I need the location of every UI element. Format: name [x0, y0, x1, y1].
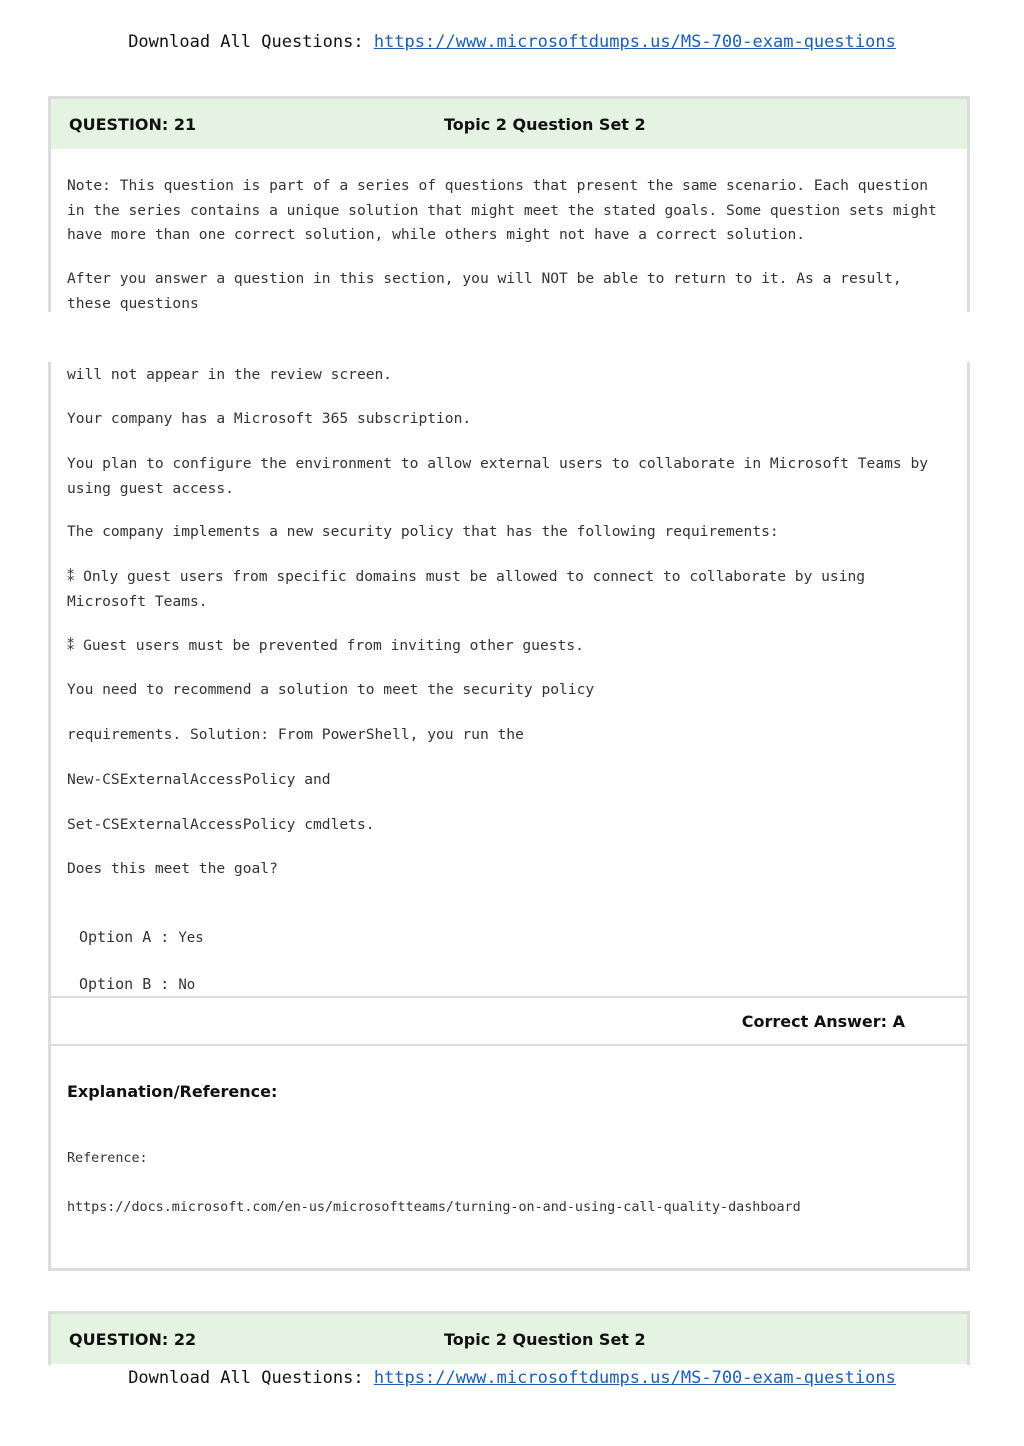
question-21-card-bottom	[48, 362, 970, 1271]
download-link[interactable]: https://www.microsoftdumps.us/MS-700-exam-questions	[373, 1368, 896, 1388]
question-number: QUESTION: 22	[69, 1330, 197, 1349]
option-a-value: Yes	[178, 930, 204, 946]
option-b-value: No	[178, 977, 196, 993]
question-cmd-1: New-CSExternalAccessPolicy and	[67, 771, 331, 788]
explanation-title: Explanation/Reference:	[67, 1082, 278, 1101]
question-plan: You plan to configure the environment to allow external users to collaborate in Microsoft Teams by using guest access.	[67, 455, 929, 497]
download-label: Download All Questions:	[128, 32, 374, 52]
question-21-header	[51, 99, 967, 149]
reference-label: Reference:	[67, 1151, 148, 1166]
reference-url: https://docs.microsoft.com/en-us/microsoftteams/turning-on-and-using-call-quality-dashboard	[67, 1200, 801, 1215]
option-b[interactable]	[79, 975, 195, 993]
download-all-footer	[0, 1368, 1024, 1388]
question-22-card	[48, 1311, 970, 1365]
question-policy: The company implements a new security policy that has the following requirements:	[67, 523, 779, 540]
question-22-header	[51, 1314, 967, 1364]
question-goal: Does this meet the goal?	[67, 860, 278, 877]
question-solution: requirements. Solution: From PowerShell, you run the	[67, 726, 524, 743]
correct-answer-row	[51, 996, 967, 1046]
question-topic: Topic 2 Question Set 2	[444, 115, 646, 134]
question-topic: Topic 2 Question Set 2	[444, 1330, 646, 1349]
download-label: Download All Questions:	[128, 1368, 374, 1388]
question-21-card-top	[48, 96, 970, 312]
option-a[interactable]	[79, 928, 204, 946]
download-link[interactable]: https://www.microsoftdumps.us/MS-700-exam-questions	[373, 32, 896, 52]
correct-answer: Correct Answer: A	[741, 1012, 905, 1031]
option-a-label: Option A :	[79, 928, 179, 946]
question-after-text: After you answer a question in this section, you will NOT be able to return to it. As a result, these questions	[67, 270, 902, 312]
requirement-1: ⁑ Only guest users from specific domains must be allowed to connect to collaborate by using Microsoft Teams.	[67, 568, 866, 610]
question-after-cont: will not appear in the review screen.	[67, 366, 393, 383]
download-all-header	[0, 32, 1024, 52]
question-subscription: Your company has a Microsoft 365 subscription.	[67, 410, 472, 427]
requirement-2: ⁑ Guest users must be prevented from inviting other guests.	[67, 637, 584, 654]
question-note: Note: This question is part of a series of questions that present the same scenario. Each question in the series contains a unique solution that might meet the stated goals. Some question sets might have more than one correct solution, while others might not have a correct solution.	[67, 177, 937, 243]
question-number: QUESTION: 21	[69, 115, 197, 134]
question-need: You need to recommend a solution to meet the security policy	[67, 681, 595, 698]
option-b-label: Option B :	[79, 975, 179, 993]
question-cmd-2: Set-CSExternalAccessPolicy cmdlets.	[67, 816, 375, 833]
